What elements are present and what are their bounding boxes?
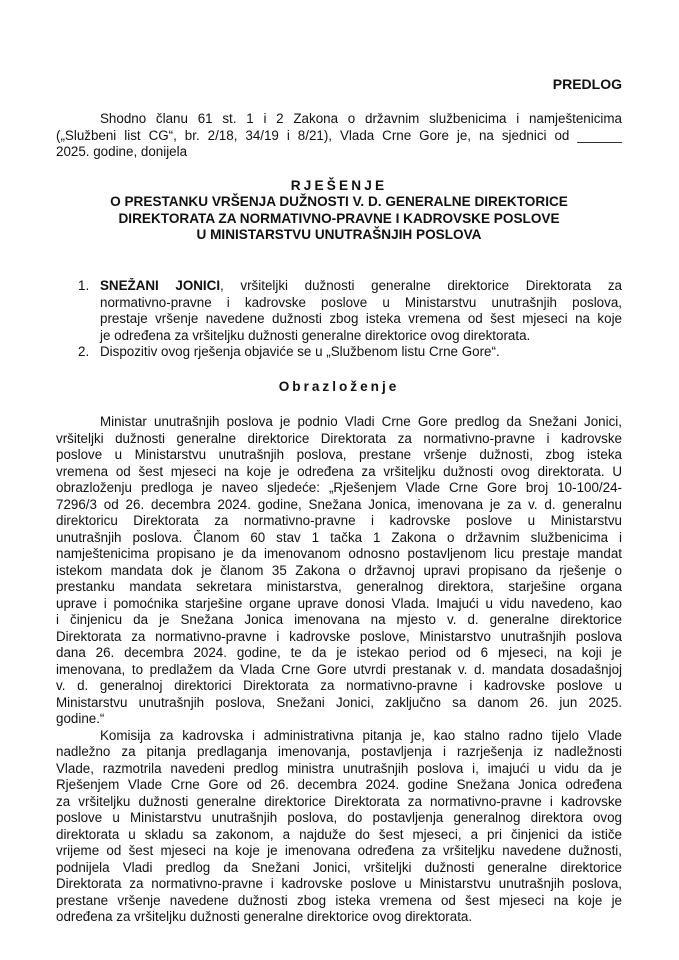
text-line: 2025. godine, donijela — [56, 144, 188, 159]
text-line: normativno-pravne i kadrovske poslove u Ministarstvu unutrašnjih poslova, — [100, 294, 622, 310]
text-line: 7296/3 od 26. decembra 2024. godine, Snežana Jonica, imenovana je za v. d. generalnu — [56, 496, 622, 512]
text-line: obrazloženju predloga je naveo sljedeće: „Rješenjem Vlade Crne Gore broj 10-100/24- — [56, 480, 622, 495]
text-line: istekom mandata dok je članom 35 Zakona o državnoj upravi propisano da rješenje o — [56, 562, 622, 578]
text-line: v. d. generalnoj direktorici Direktorata za normativno-pravne i kadrovske poslove u — [56, 678, 622, 693]
text-line: nadležno za pitanja predlaganja imenovanja, postavljenja i razrješenja iz nadležnosti — [56, 744, 622, 759]
text-line: Direktorata za normativno-pravne i kadrovske poslove u Ministarstvu unutrašnjih poslova, — [56, 876, 622, 891]
paragraph — [56, 728, 622, 926]
text-line: Ministar unutrašnjih poslova je podnio Vladi Crne Gore predlog da Snežani Jonici, — [100, 414, 622, 429]
text-line: određena za vršiteljku dužnosti generalne direktorice ovog direktorata. — [56, 909, 473, 924]
list-item — [78, 278, 622, 344]
paragraph — [56, 414, 622, 728]
name-emphasis: SNEŽANI JONICI — [100, 278, 221, 293]
text-line: direktorata u skladu sa zakonom, a najduže do šest mjeseci, a pri činjenici da ističe — [56, 826, 622, 842]
text-line: godine.“ — [56, 711, 105, 726]
title-line: O PRESTANKU VRŠENJA DUŽNOSTI V. D. GENERALNE DIREKTORICE — [110, 194, 568, 210]
text-line: Dispozitiv ovog rješenja objaviće se u „Službenom listu Crne Gore“. — [100, 344, 500, 359]
text-line: Komisija za kadrovska i administrativna pitanja je, kao stalno radno tijelo Vlade — [100, 727, 622, 743]
text-line: podnijela Vladi predlog da Snežani Jonici, vršiteljki dužnosti generalne direktorice — [56, 859, 622, 875]
text-line: vršiteljki dužnosti generalne direktorice Direktorata za normativno-pravne i kadrovske — [56, 430, 622, 446]
text-line: vrijeme od šest mjeseci na koje je imenovana određena za vršiteljku navedene dužnosti, — [56, 843, 622, 858]
text-line: imenovana, to predlažem da Vlada Crne Gore utvrdi prestanak v. d. mandata dosadašnjoj — [56, 661, 622, 677]
text-line: unutrašnjih poslova. Članom 60 stav 1 tačka 1 Zakona o državnim službenicima i — [56, 529, 622, 545]
reasoning-body — [56, 414, 622, 926]
decision-items — [78, 278, 622, 361]
text-line: Rješenjem Vlade Crne Gore od 26. decembra 2024. godine Snežana Jonica određena — [56, 777, 622, 792]
text-line: prestanku mandata sekretara ministarstva, generalnog direktora, starješine organa — [56, 579, 622, 594]
document-label: PREDLOG — [552, 76, 622, 92]
text-line: poslove u Ministarstvu unutrašnjih poslova, prestane vršenje dužnosti, zbog isteka — [56, 447, 622, 462]
text-line: Direktorata za normativno-pravne i kadrovske poslove, Ministarstvo unutrašnjih poslova — [56, 628, 622, 644]
text-line: dana 26. decembra 2024. godine, te da je istekao period od 6 mjeseci, na koji je — [56, 645, 622, 660]
text-line: Ministarstvu unutrašnjih poslova, Snežani Jonici, zaključno sa danom 26. jun 2025. — [56, 694, 622, 710]
text-line: prestane vršenje navedene dužnosti zbog isteka vremena od šest mjeseci na koje je — [56, 892, 622, 908]
decision-title — [56, 178, 622, 243]
list-number: 2. — [78, 344, 90, 359]
reasoning-heading: Obrazloženje — [278, 379, 400, 394]
title-line: DIREKTORATA ZA NORMATIVNO-PRAVNE I KADROVSKE POSLOVE — [118, 210, 560, 226]
title-line: U MINISTARSTVU UNUTRAŠNJIH POSLOVA — [196, 226, 482, 242]
decision-heading: RJEŠENJE — [290, 178, 388, 193]
text-line: je određena za vršiteljku dužnosti generalne direktorice ovog direktorata. — [100, 327, 531, 343]
list-number: 1. — [78, 278, 90, 293]
text-line: uprave i pomoćnika starješine organe uprave donosi Vlada. Imajući u vidu navedeno, kao — [56, 595, 622, 611]
text-line: direktoricu Direktorata za normativno-pravne i kadrovske poslove u Ministarstvu — [56, 513, 622, 528]
text-line: („Službeni list CG“, br. 2/18, 34/19 i 8/21), Vlada Crne Gore je, na sjednici od ______ — [56, 127, 622, 143]
text-line: prestaje vršenje navedene dužnosti zbog isteka vremena od šest mjeseci na koje — [100, 311, 622, 326]
preamble — [56, 111, 622, 161]
text-line: vremena od šest mjeseci na koje je određena za vršiteljku dužnosti ovog direktorata. U — [56, 463, 622, 479]
text-line: za vršiteljku dužnosti generalne direktorice Direktorata za normativno-pravne i kadrovske — [56, 793, 622, 809]
list-item — [78, 344, 622, 361]
text-line: poslove u Ministarstvu unutrašnjih poslova, do postavljenja generalnog direktora ovog — [56, 810, 622, 825]
text-line: Vlade, razmotrila navedeni predlog ministra unutrašnjih poslova i, imajući u vidu da je — [56, 760, 622, 776]
text-line: namještenicima propisano je da imenovanom odnosno postavljenom licu prestaje mandat — [56, 546, 622, 561]
text-line: i činjenicu da je Snežana Jonica imenovana na mjesto v. d. generalne direktorice — [56, 612, 622, 627]
text-segment: , vršiteljki dužnosti generalne direktorice Direktorata za — [220, 278, 622, 293]
text-line: Shodno članu 61 st. 1 i 2 Zakona o državnim službenicima i namještenicima — [100, 111, 622, 126]
text-line — [100, 278, 622, 295]
